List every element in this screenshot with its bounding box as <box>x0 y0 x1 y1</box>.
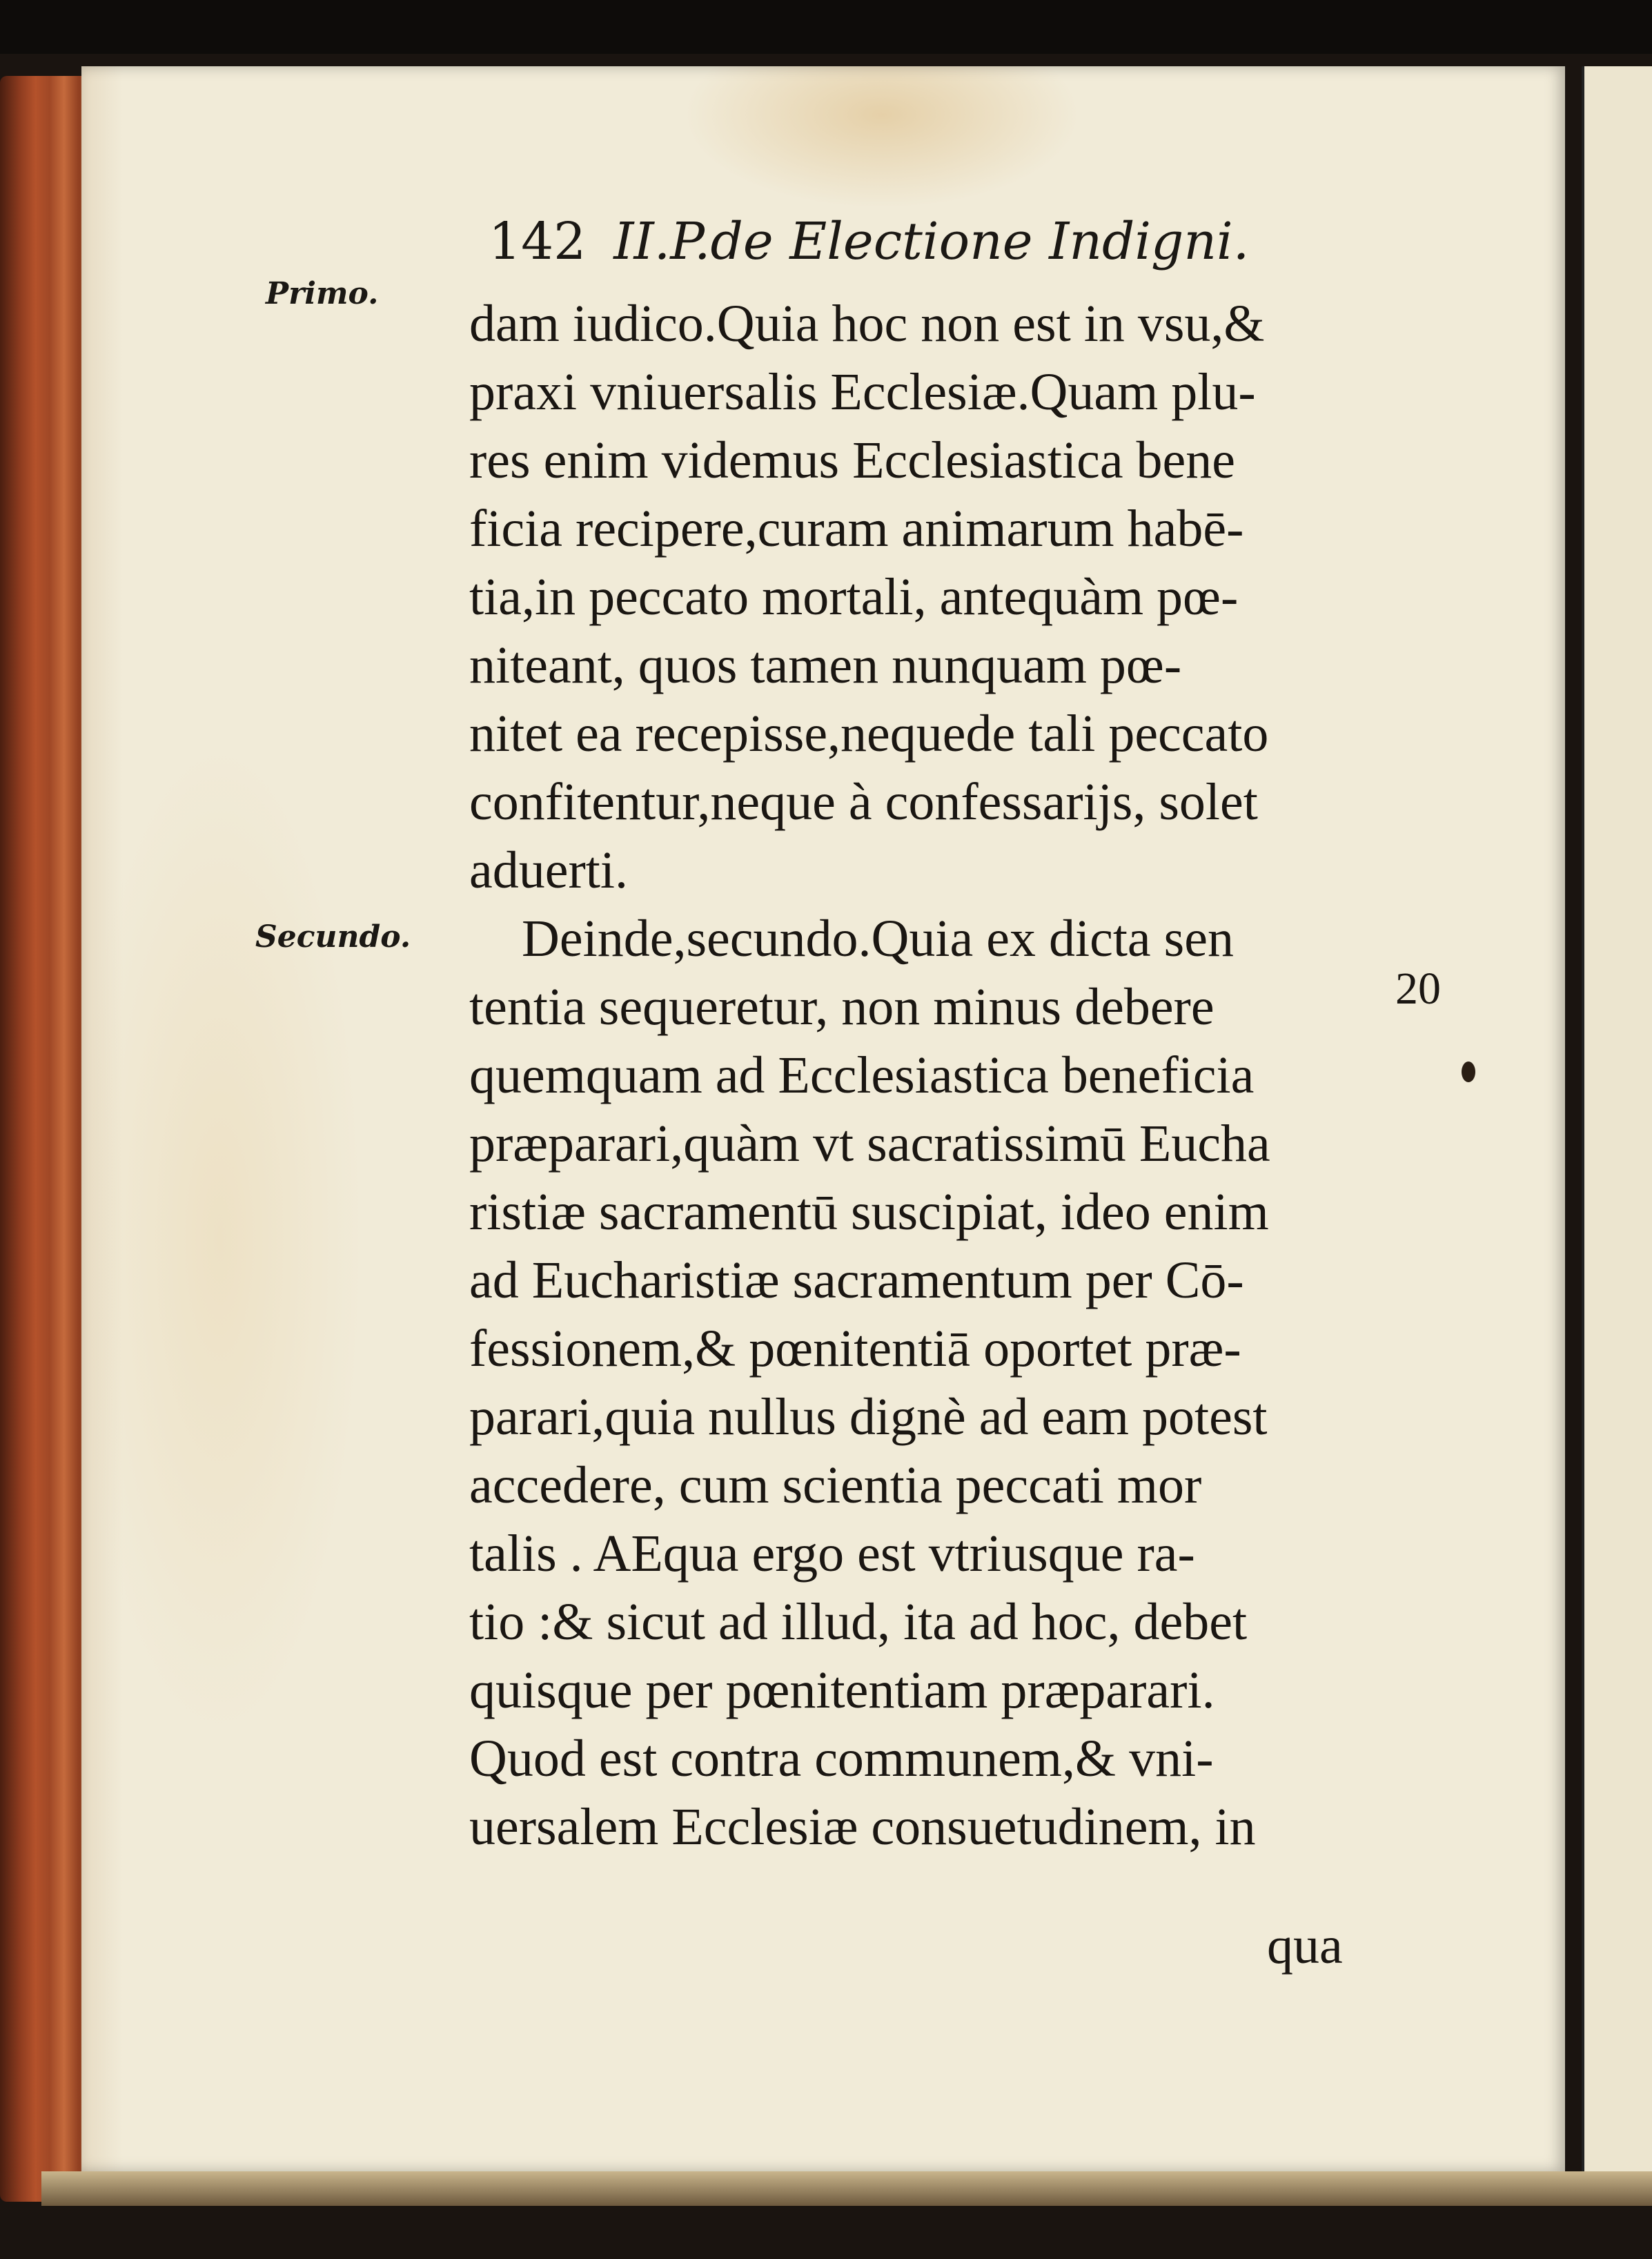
text-line: praxi vniuersalis Ecclesiæ.Quam plu- <box>469 363 1256 421</box>
text-line: ad Eucharistiæ sacramentum per Cō- <box>469 1251 1244 1309</box>
book-bottom-edge <box>41 2171 1652 2206</box>
text-line: Deinde,secundo.Quia ex dicta sen <box>469 910 1234 968</box>
text-line: ficia recipere,curam animarum habē- <box>469 500 1244 558</box>
text-line: quisque per pœnitentiam præparari. <box>469 1661 1215 1719</box>
text-line: Quod est contra communem,& vni- <box>469 1730 1214 1788</box>
text-line: ristiæ sacramentū suscipiat, ideo enim <box>469 1183 1269 1241</box>
text-line: uersalem Ecclesiæ consuetudinem, in <box>469 1798 1256 1856</box>
margin-note-primo: Primo. <box>266 276 379 311</box>
text-line: accedere, cum scientia peccati mor <box>469 1456 1202 1514</box>
text-line: aduerti. <box>469 841 629 899</box>
text-line: parari,quia nullus dignè ad eam potest <box>469 1388 1268 1446</box>
text-line: tentia sequeretur, non minus debere <box>469 978 1215 1036</box>
text-line: tio :& sicut ad illud, ita ad hoc, debet <box>469 1593 1248 1651</box>
margin-note-secundo: Secundo. <box>255 919 411 955</box>
text-line: confitentur,neque à confessarijs, solet <box>469 773 1258 831</box>
text-line: quemquam ad Ecclesiastica beneficia <box>469 1046 1255 1104</box>
running-header <box>489 200 1248 283</box>
body-text <box>469 290 1394 1861</box>
running-title: II.P.de Electione Indigni. <box>613 212 1250 271</box>
text-line: dam iudico.Quia hoc non est in vsu,& <box>469 295 1265 353</box>
text-line: niteant, quos tamen nunquam pœ- <box>469 636 1182 694</box>
text-line: tia,in peccato mortali, antequàm pœ- <box>469 568 1239 626</box>
text-line: fessionem,& pœnitentiā oportet præ- <box>469 1320 1241 1378</box>
facing-page-edge <box>1582 66 1652 2171</box>
text-line: præparari,quàm vt sacratissimū Eucha <box>469 1115 1270 1173</box>
text-line: talis . AEqua ergo est vtriusque ra- <box>469 1525 1195 1583</box>
page-number: 142 <box>489 212 587 271</box>
text-line: nitet ea recepisse,nequede tali peccato <box>469 705 1269 763</box>
ink-spot <box>1462 1062 1475 1082</box>
line-number-marker: 20 <box>1395 964 1441 1014</box>
text-line: res enim videmus Ecclesiastica bene <box>469 431 1236 489</box>
catchword: qua <box>1267 1917 1343 1975</box>
